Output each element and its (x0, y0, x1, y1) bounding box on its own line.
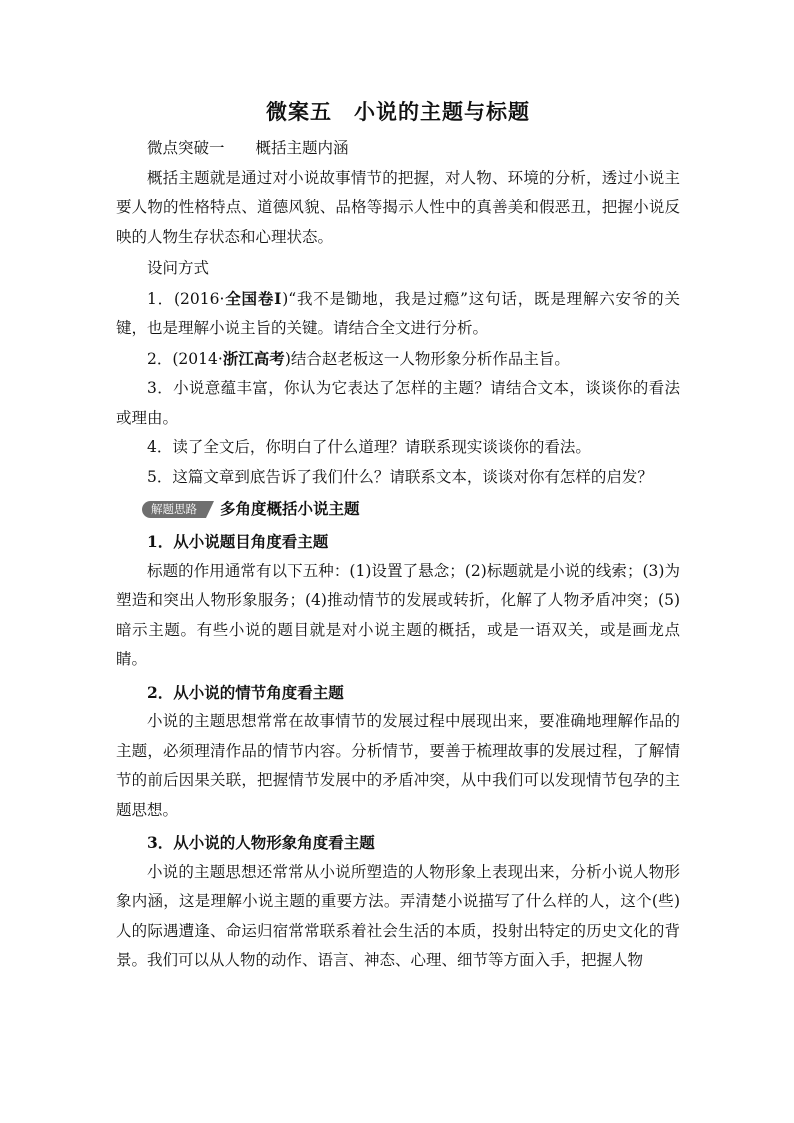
document-page (116, 0, 680, 976)
question-prefix: 2．(2014· (147, 349, 223, 368)
section-subhead: 微点突破一 概括主题内涵 (147, 139, 349, 157)
section-body-3: 小说的主题思想还常常从小说所塑造的人物形象上表现出来，分析小说人物形象内涵，这是理解小说主题的重要方法。弄清楚小说描写了什么样的人，这个(些)人的际遇遭逢、命运归宿常常联系着社会生活的本质，投射出特定的历史文化的背景。我们可以从人物的动作、语言、神态、心理、细节等方面入手，把握人物 (116, 862, 680, 969)
solution-approach-badge: 解题思路 (142, 501, 206, 518)
question-text: 这篇文章到底告诉了我们什么？请联系文本，谈谈对你有怎样的启发？ (172, 467, 653, 486)
question-prefix: 1．(2016· (147, 289, 225, 308)
section-heading-1: 1．从小说题目角度看主题 (147, 532, 329, 551)
section-heading-2: 2．从小说的情节角度看主题 (147, 682, 344, 702)
question-text: )“我不是锄地，我是过瘾”这句话，既是理解六安爷的关键，也是理解小说主旨的关键。请结合全文进行分析。 (116, 289, 680, 337)
question-prefix: 3． (147, 379, 174, 397)
question-prefix: 4． (147, 438, 173, 456)
question-item-4 (116, 433, 680, 463)
question-item-1 (116, 284, 680, 344)
question-text: 读了全文后，你明白了什么道理？请联系现实谈谈你的看法。 (172, 438, 591, 456)
question-label: 设问方式 (147, 259, 210, 277)
question-source: 全国卷Ⅰ (224, 288, 283, 308)
question-text: 小说意蕴丰富，你认为它表达了怎样的主题？请结合文本，谈谈你的看法或理由。 (116, 379, 680, 427)
solution-approach-title: 多角度概括小说主题 (220, 499, 360, 519)
question-text: )结合赵老板这一人物形象分析作品主旨。 (284, 349, 570, 368)
question-item-5 (116, 463, 680, 493)
question-prefix: 5． (147, 467, 173, 486)
section-body-2: 小说的主题思想常常在故事情节的发展过程中展现出来，要准确地理解作品的主题，必须理清作品的情节内容。分析情节，要善于梳理故事的发展过程，了解情节的前后因果关联，把握情节发展中的矛盾冲突，从中我们可以发现情节包孕的主题思想。 (116, 712, 680, 819)
solution-approach-row (116, 494, 680, 524)
question-item-2 (116, 344, 680, 375)
question-item-3 (116, 374, 680, 433)
question-source: 浙江高考 (222, 348, 285, 368)
section-body-1: 标题的作用通常有以下五种：(1)设置了悬念；(2)标题就是小说的线索；(3)为塑造和突出人物形象服务；(4)推动情节的发展或转折，化解了人物矛盾冲突；(5)暗示主题。有些小说的题目就是对小说主题的概括，或是一语双关，或是画龙点睛。 (116, 561, 680, 668)
intro-paragraph: 概括主题就是通过对小说故事情节的把握，对人物、环境的分析，透过小说主要人物的性格特点、道德风貌、品格等揭示人性中的真善美和假恶丑，把握小说反映的人物生存状态和心理状态。 (116, 168, 680, 246)
section-heading-3: 3．从小说的人物形象角度看主题 (147, 833, 375, 852)
document-title: 微案五 小说的主题与标题 (266, 99, 530, 124)
